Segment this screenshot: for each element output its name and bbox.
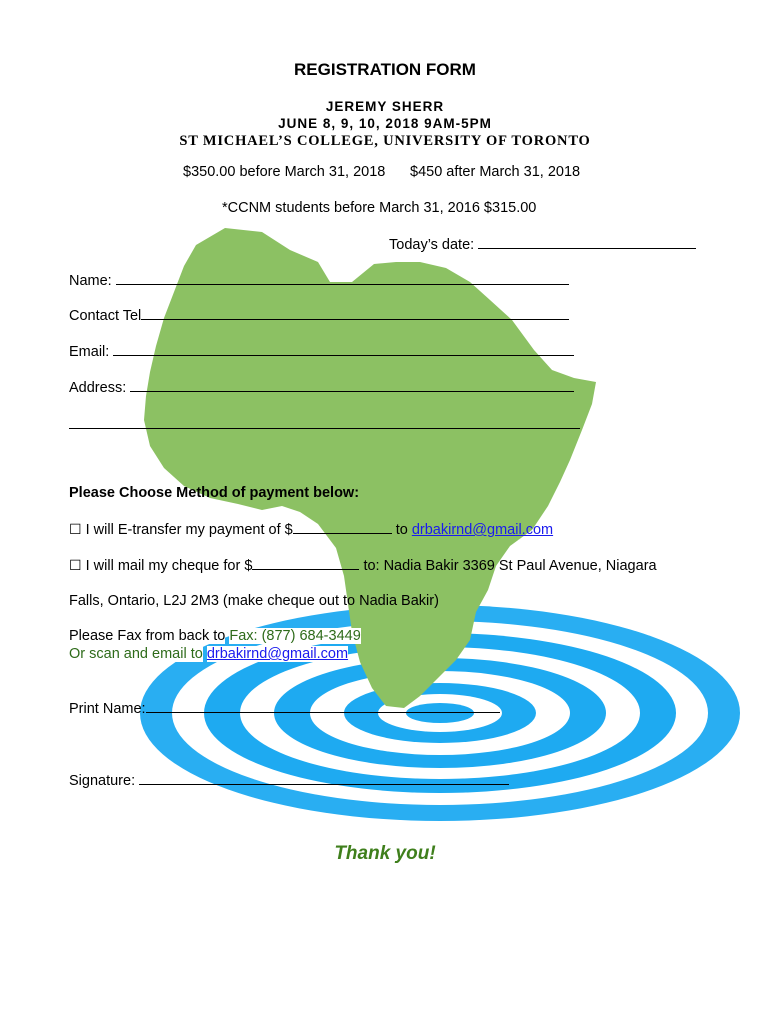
payment-heading: Please Choose Method of payment below: xyxy=(69,485,360,501)
payment-option-cheque xyxy=(69,557,657,574)
address-label: Address: xyxy=(69,380,127,396)
event-venue: ST MICHAEL’S COLLEGE, UNIVERSITY OF TORONTO xyxy=(179,133,591,149)
signature-label: Signature: xyxy=(69,773,136,789)
form-title: REGISTRATION FORM xyxy=(294,60,476,79)
print-name-label: Print Name: xyxy=(69,701,146,717)
todays-date-field[interactable] xyxy=(478,236,696,249)
scan-prefix: Or scan and email to xyxy=(69,646,203,662)
contact-field[interactable] xyxy=(141,307,569,320)
email-field[interactable] xyxy=(113,343,574,356)
thank-you-text: Thank you! xyxy=(334,843,436,864)
cheque-address: to: Nadia Bakir 3369 St Paul Avenue, Niagara xyxy=(363,558,657,574)
scan-line xyxy=(69,646,348,662)
signature-row xyxy=(69,772,509,789)
cheque-checkbox[interactable]: ☐ xyxy=(69,557,82,573)
etransfer-text: I will E-transfer my payment of $ xyxy=(85,522,293,538)
price-late: $450 after March 31, 2018 xyxy=(410,164,581,180)
fax-prefix: Please Fax from back to xyxy=(69,628,226,644)
etransfer-amount-field[interactable] xyxy=(293,521,392,534)
name-label: Name: xyxy=(69,273,112,289)
student-price: *CCNM students before March 31, 2016 $315.00 xyxy=(222,200,537,216)
todays-date-row xyxy=(389,236,696,253)
todays-date-label: Today’s date: xyxy=(389,237,475,253)
name-row xyxy=(69,272,569,289)
presenter-name: JEREMY SHERR xyxy=(325,99,445,114)
email-label: Email: xyxy=(69,344,110,360)
print-name-row xyxy=(69,700,500,717)
price-early: $350.00 before March 31, 2018 xyxy=(183,164,386,180)
scan-email-link[interactable]: drbakirnd@gmail.com xyxy=(206,646,349,662)
etransfer-checkbox[interactable]: ☐ xyxy=(69,521,82,537)
address-field[interactable] xyxy=(130,379,574,392)
contact-label: Contact Tel xyxy=(69,308,142,324)
cheque-address-continued: Falls, Ontario, L2J 2M3 (make cheque out to Nadia Bakir) xyxy=(69,593,439,609)
payment-option-etransfer xyxy=(69,521,553,538)
address-field-line2[interactable] xyxy=(69,416,580,429)
print-name-field[interactable] xyxy=(146,700,500,713)
etransfer-email-link[interactable]: drbakirnd@gmail.com xyxy=(411,522,554,538)
cheque-amount-field[interactable] xyxy=(252,557,359,570)
fax-line xyxy=(69,628,361,644)
address-row xyxy=(69,379,574,396)
etransfer-to: to xyxy=(395,522,408,538)
signature-field[interactable] xyxy=(139,772,509,785)
cheque-text: I will mail my cheque for $ xyxy=(85,558,253,574)
email-row xyxy=(69,343,574,360)
fax-number: Fax: (877) 684-3449 xyxy=(229,628,361,644)
contact-row xyxy=(69,307,569,324)
event-dates: JUNE 8, 9, 10, 2018 9AM-5PM xyxy=(278,116,492,131)
name-field[interactable] xyxy=(116,272,569,285)
